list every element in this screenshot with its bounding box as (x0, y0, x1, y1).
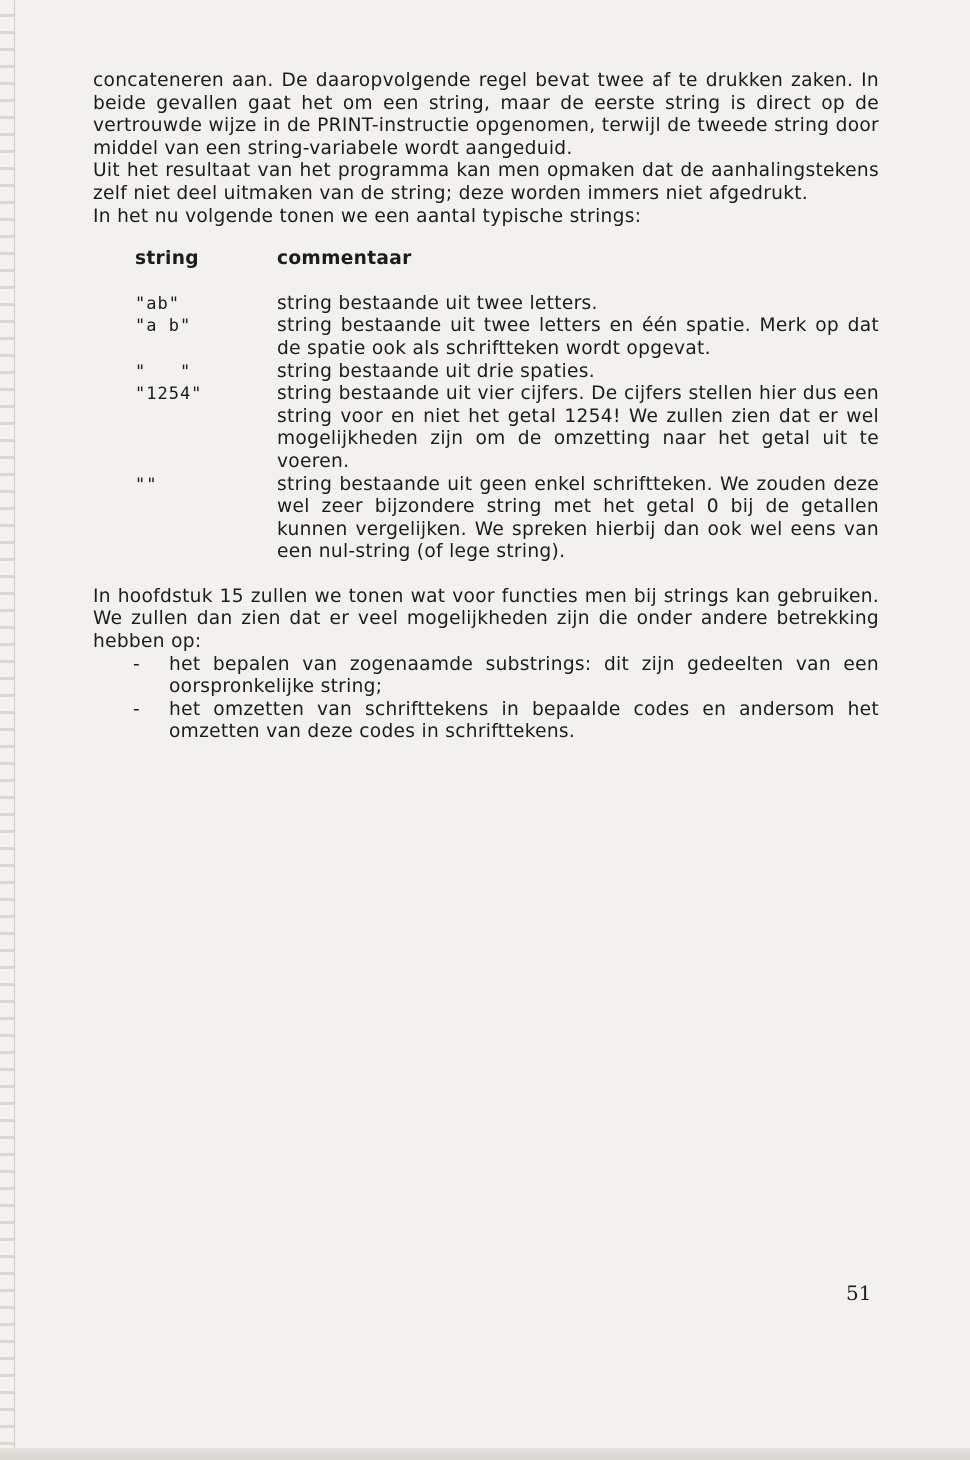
list-item (93, 699, 879, 744)
list-item-text: het omzetten van schrifttekens in bepaalde codes en andersom het omzetten van deze codes in schrifttekens. (169, 698, 879, 743)
page-bottom-edge (0, 1448, 970, 1460)
function-list (93, 654, 879, 744)
string-comment: string bestaande uit twee letters. (277, 292, 598, 314)
page-number: 51 (846, 1281, 872, 1305)
header-string: string (135, 248, 199, 270)
string-example: " " (135, 361, 192, 382)
string-comment: string bestaande uit twee letters en één spatie. Merk op dat de spatie ook als schriftteken wordt opgevat. (277, 315, 879, 359)
string-comment: string bestaande uit vier cijfers. De cijfers stellen hier dus een string voor en niet het getal 1254! We zullen zien dat er wel mogelijkheden zijn om de omzetting naar het getal uit te voeren. (277, 383, 879, 472)
list-dash: - (133, 698, 141, 720)
string-comment: string bestaande uit drie spaties. (277, 360, 595, 382)
list-item-text: het bepalen van zogenaamde substrings: dit zijn gedeelten van een oorspronkelijke string; (169, 653, 879, 698)
table-row (135, 474, 879, 564)
binding-edge (0, 0, 15, 1460)
string-example: "ab" (135, 293, 180, 314)
table-row (135, 293, 879, 316)
list-dash: - (133, 653, 141, 675)
header-comment: commentaar (277, 248, 412, 270)
list-item (93, 654, 879, 699)
table-row (135, 361, 879, 384)
closing-paragraph: In hoofdstuk 15 zullen we tonen wat voor functies men bij strings kan gebruiken. We zullen dan zien dat er veel mogelijkheden zijn die onder andere betrekking hebben op: (93, 585, 879, 653)
table-header (135, 248, 879, 271)
string-comment: string bestaande uit geen enkel schriftteken. We zouden deze wel zeer bijzondere string met het getal 0 bij de getallen kunnen vergelijken. We spreken hierbij dan ook wel eens van een nul-string (of lege string). (277, 473, 879, 563)
intro-paragraph-3: In het nu volgende tonen we een aantal typische strings: (93, 205, 642, 227)
table-row (135, 383, 879, 473)
string-examples-table (135, 248, 879, 564)
page-body (93, 70, 879, 744)
table-row (135, 315, 879, 360)
intro-paragraph-2: Uit het resultaat van het programma kan men opmaken dat de aanhalingstekens zelf niet deel uitmaken van de string; deze worden immers niet afgedrukt. (93, 160, 879, 204)
string-example: "1254" (135, 384, 203, 405)
string-example: "a b" (135, 316, 192, 337)
string-example: "" (135, 474, 158, 495)
intro-paragraph-1: concateneren aan. De daaropvolgende regel bevat twee af te drukken zaken. In beide gevallen gaat het om een string, maar de eerste string is direct op de vertrouwde wijze in de PRINT-instructie opgenomen, terwijl de tweede string door middel van een string-variabele wordt aangeduid. (93, 70, 879, 159)
